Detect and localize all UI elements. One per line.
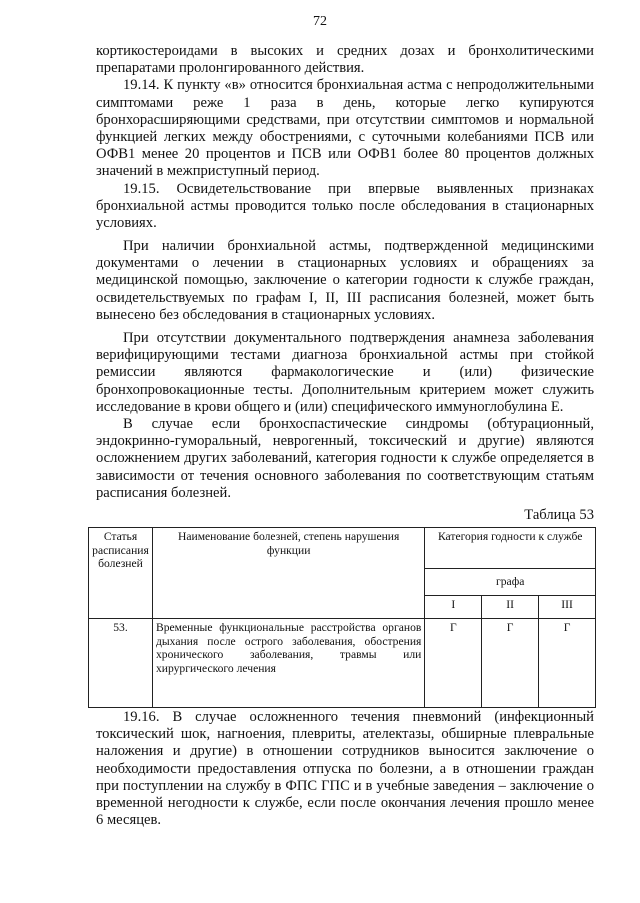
header-column-iii: III: [539, 596, 596, 619]
header-disease: Наименование болезней, степень нарушения функции: [152, 528, 424, 619]
paragraph-continuation: кортикостероидами в высоких и средних дозах и бронхолитическими препаратами пролонгированного действия.: [96, 43, 594, 77]
table-53: [88, 527, 596, 708]
header-column-ii: II: [482, 596, 539, 619]
paragraph-19-16: 19.16. В случае осложненного течения пневмоний (инфекционный токсический шок, нагноения, плевриты, ателектазы, обширные плевральные наложения и другие) в отношении сотрудников выносится заключение о необходимости предоставления отпуска по болезни, а в отношении граждан при поступлении на службу в ФПС ГПС и в учебные заведения – заключение о временной негодности к службе, если после окончания лечения прошло менее 6 месяцев.: [96, 709, 594, 829]
page-number: 72: [313, 14, 327, 29]
row-disease: Временные функциональные расстройства органов дыхания после острого заболевания, обострения хронического заболевания, травмы или хирургического лечения: [152, 619, 424, 708]
row-value-ii: Г: [482, 619, 539, 708]
row-article: 53.: [89, 619, 153, 708]
table-row: [89, 619, 596, 708]
header-graph: графа: [425, 569, 596, 596]
paragraph-asthma-documents: При наличии бронхиальной астмы, подтвержденной медицинскими документами о лечении в стационарных условиях и обращениях за медицинской помощью, заключение о категории годности к службе граждан, освидетельствуемых по графам I, II, III расписания болезней, может быть вынесено без обследования в стационарных условиях.: [96, 238, 594, 323]
bottom-text-block: [96, 709, 594, 829]
paragraph-19-15: 19.15. Освидетельствование при впервые выявленных признаках бронхиальной астмы проводится только после обследования в стационарных условиях.: [96, 180, 594, 232]
row-value-i: Г: [425, 619, 482, 708]
paragraph-bronchospastic: В случае если бронхоспастические синдромы (обтурационный, эндокринно-гуморальный, неврогенный, токсический и другие) являются осложнением других заболеваний, категория годности к службе определяется в зависимости от течения основного заболевания по соответствующим статьям расписания болезней.: [96, 415, 594, 501]
table-caption: Таблица 53: [524, 507, 594, 523]
paragraph-asthma-tests: При отсутствии документального подтверждения анамнеза заболевания верифицирующими тестами диагноза бронхиальной астмы при стойкой ремиссии являются фармакологические и (или) физические бронхопровокационные тесты. Дополнительным критерием может служить исследование в крови общего и (или) специфического иммуноглобулина Е.: [96, 329, 594, 415]
header-category: Категория годности к службе: [425, 528, 596, 569]
top-text-block: [96, 43, 594, 502]
row-value-iii: Г: [539, 619, 596, 708]
header-article: Статья расписания болезней: [89, 528, 153, 619]
header-column-i: I: [425, 596, 482, 619]
paragraph-19-14: 19.14. К пункту «в» относится бронхиальная астма с непродолжительными симптомами реже 1 раза в день, которые легко купируются бронхорасширяющими средствами, при отсутствии симптомов и нормальной функцией легких между обострениями, с суточными колебаниями ПСВ или ОФВ1 менее 20 процентов и ПСВ или ОФВ1 более 80 процентов должных значений в межприступный период.: [96, 77, 594, 180]
